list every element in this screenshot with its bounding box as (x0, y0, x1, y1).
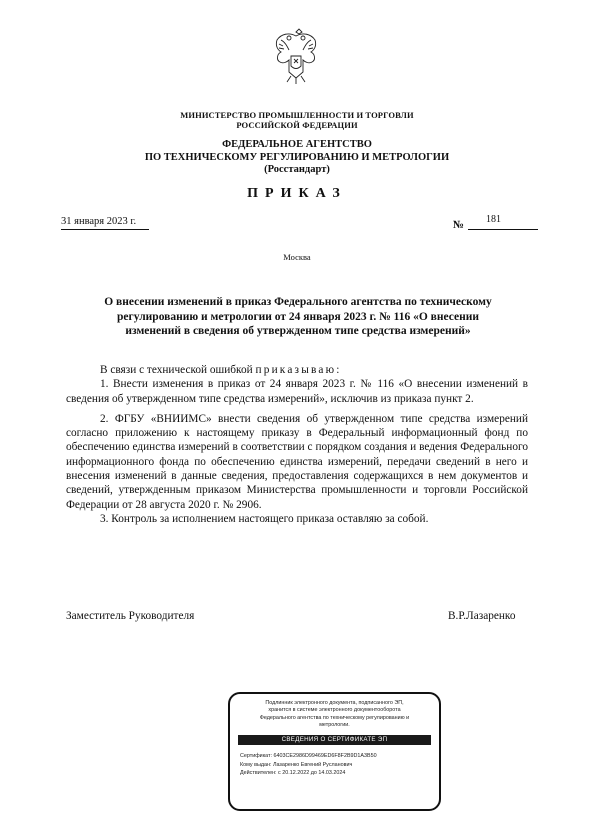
date-underline (61, 229, 149, 230)
number-label: № (453, 219, 465, 231)
ministry-name (0, 110, 594, 130)
order-word: приказываю: (255, 364, 342, 376)
certificate-details (240, 752, 377, 778)
intro-text: В связи с технической ошибкой (100, 364, 253, 376)
signer-name: В.Р.Лазаренко (448, 610, 516, 622)
certificate-owner: Кому выдан: Лазаренко Евгений Русланович (240, 761, 353, 768)
russian-coat-of-arms-icon (271, 26, 321, 86)
stamp-notice (230, 700, 439, 730)
agency-name (0, 139, 594, 177)
title-line: регулированию и метрологии от 24 января 2023 г. № 116 «О внесении (117, 310, 479, 323)
stamp-notice-line: хранится в системе электронного документооборота (268, 707, 401, 714)
stamp-notice-line: Подлинник электронного документа, подписанного ЭП, (265, 700, 404, 706)
document-body (66, 363, 528, 526)
agency-line: ФЕДЕРАЛЬНОЕ АГЕНТСТВО (222, 139, 372, 150)
title-line: О внесении изменений в приказ Федерального агентства по техническому (104, 296, 492, 308)
electronic-signature-stamp (228, 692, 441, 811)
document-city: Москва (283, 252, 311, 262)
number-underline (468, 229, 538, 230)
document-number: 181 (486, 214, 501, 225)
stamp-header: СВЕДЕНИЯ О СЕРТИФИКАТЕ ЭП (238, 735, 431, 745)
agency-short-name: (Росстандарт) (264, 164, 330, 175)
certificate-validity: Действителен: с 20.12.2022 до 14.03.2024 (240, 770, 346, 777)
intro-paragraph (66, 363, 528, 377)
item-2: 2. ФГБУ «ВНИИМС» внести сведения об утвержденном типе средства измерений согласно приложению к настоящему приказу в Федеральный информационный фонд по обеспечению единства измерений в соответствии с порядком создания и ведения Федерального информационного фонда по обеспечению единства измерений, передачи сведений в него и внесения изменений в данные сведения, предоставления содержащихся в нем документов и сведений, утвержденным приказом Министерства промышленности и торговли Российской Федерации от 28 августа 2020 г. № 2906. (66, 412, 528, 511)
ministry-line: РОССИЙСКОЙ ФЕДЕРАЦИИ (236, 120, 358, 130)
signer-position: Заместитель Руководителя (66, 610, 195, 622)
document-title (60, 295, 536, 339)
title-line: изменений в сведения об утвержденном типе средства измерений» (125, 325, 471, 337)
ministry-line: МИНИСТЕРСТВО ПРОМЫШЛЕННОСТИ И ТОРГОВЛИ (180, 110, 414, 120)
agency-line: ПО ТЕХНИЧЕСКОМУ РЕГУЛИРОВАНИЮ И МЕТРОЛОГИИ (144, 151, 450, 163)
item-3: 3. Контроль за исполнением настоящего приказа оставляю за собой. (100, 512, 429, 525)
stamp-notice-line: метрологии. (319, 722, 350, 729)
document-date: 31 января 2023 г. (61, 216, 137, 227)
stamp-notice-line: Федерального агентства по техническому регулированию и (259, 714, 410, 721)
certificate-serial: Сертификат: 6403CE2986D99469ED6F8F2B9D1A3B50 (240, 753, 377, 759)
document-type: ПРИКАЗ (247, 186, 347, 201)
item-1: 1. Внести изменения в приказ от 24 января 2023 г. № 116 «О внесении изменений в сведения об утвержденном типе средства измерений», исключив из приказа пункт 2. (66, 378, 528, 405)
